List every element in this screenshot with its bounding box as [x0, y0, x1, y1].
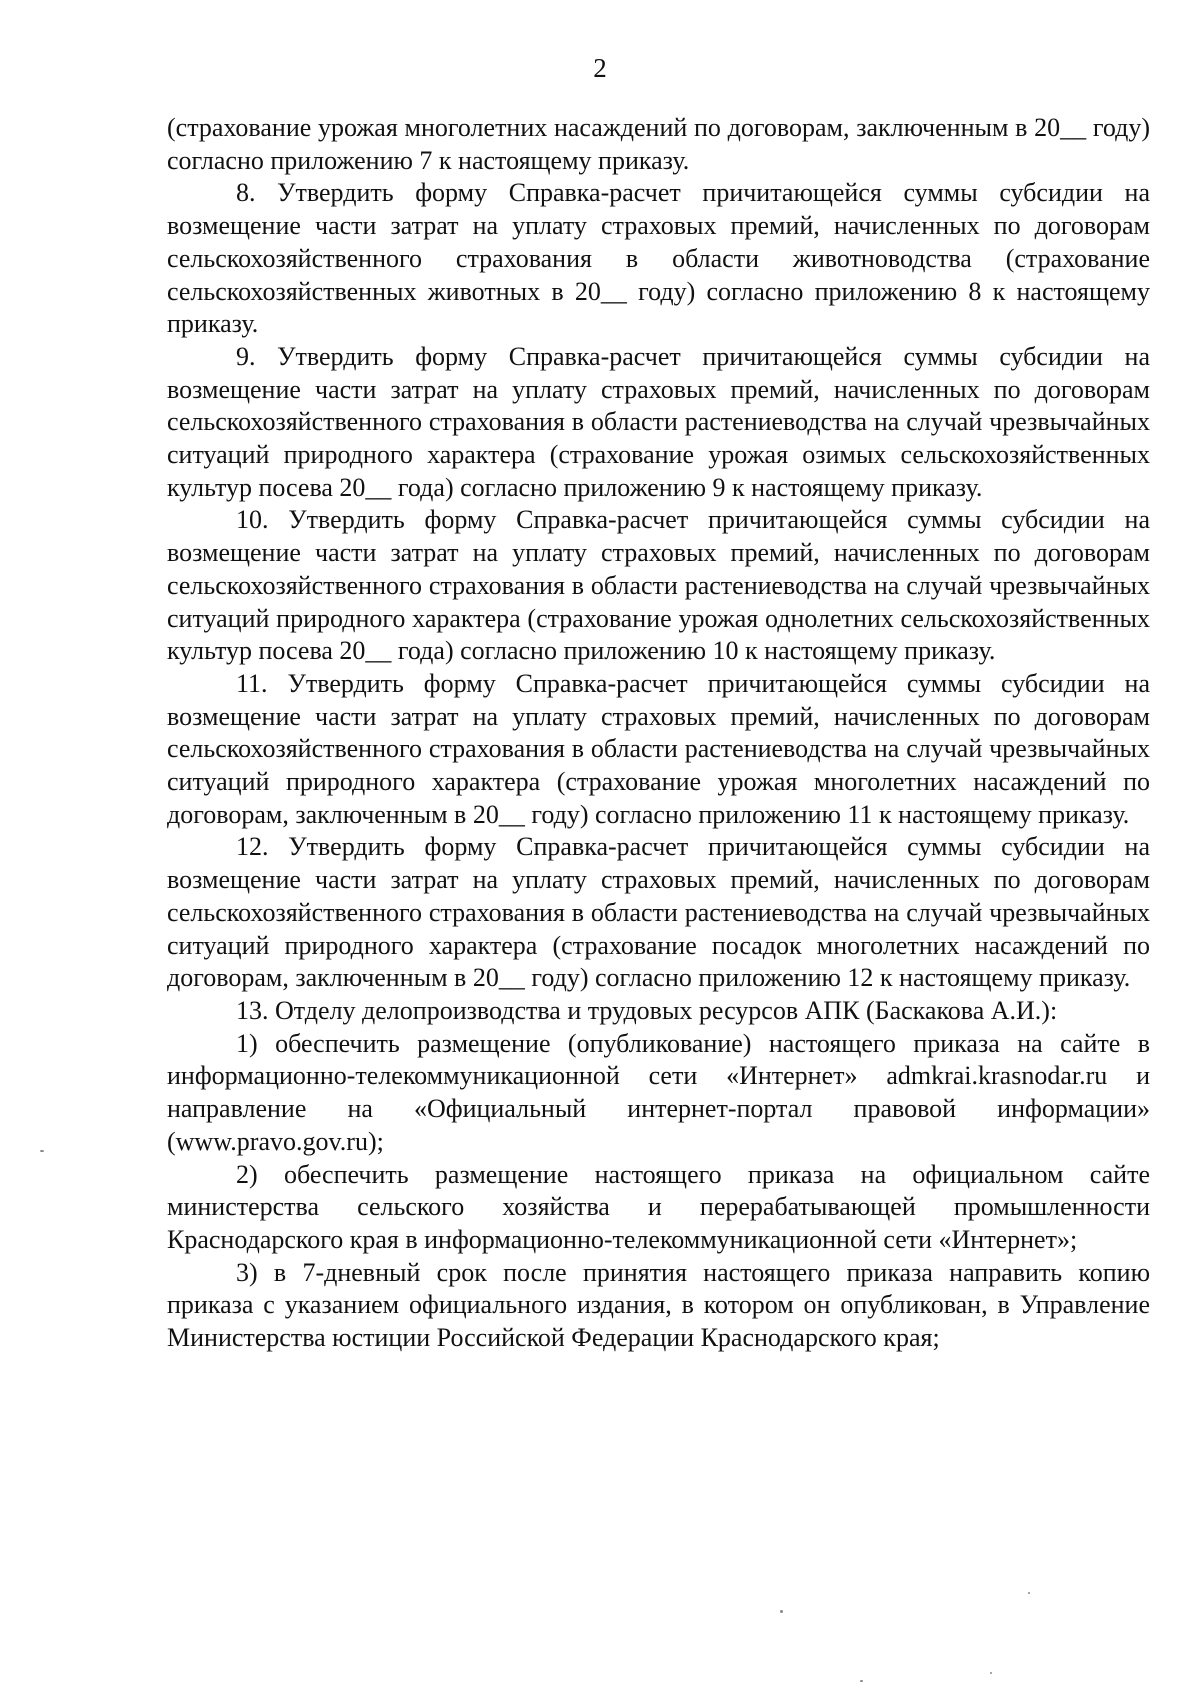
paragraph-item-13: 13. Отделу делопроизводства и трудовых ресурсов АПК (Баскакова А.И.):	[236, 995, 1058, 1025]
scan-speck	[990, 1672, 992, 1674]
paragraph-item-8: 8. Утвердить форму Справка-расчет причитающейся суммы субсидии на возмещение части затрат на уплату страховых премий, начисленных по договорам сельскохозяйственного страхования в области животноводства (страхование сельскохозяйственных животных в 20__ году) согласно приложению 8 к настоящему приказу.	[167, 178, 1150, 339]
paragraph-item-12: 12. Утвердить форму Справка-расчет причитающейся суммы субсидии на возмещение части затрат на уплату страховых премий, начисленных по договорам сельскохозяйственного страхования в области растениеводства на случай чрезвычайных ситуаций природного характера (страхование посадок многолетних насаждений по договорам, заключенным в 20__ году) согласно приложению 12 к настоящему приказу.	[167, 832, 1150, 993]
paragraph-item-9: 9. Утвердить форму Справка-расчет причитающейся суммы субсидии на возмещение части затрат на уплату страховых премий, начисленных по договорам сельскохозяйственного страхования в области растениеводства на случай чрезвычайных ситуаций природного характера (страхование урожая озимых сельскохозяйственных культур посева 20__ года) согласно приложению 9 к настоящему приказу.	[167, 341, 1150, 502]
scan-speck	[40, 1150, 44, 1152]
paragraph-continuation: (страхование урожая многолетних насаждений по договорам, заключенным в 20__ году) согласно приложению 7 к настоящему приказу.	[167, 113, 1150, 175]
document-body	[167, 112, 1150, 1355]
scan-speck	[860, 1680, 863, 1682]
subitem-2: 2) обеспечить размещение настоящего приказа на официальном сайте министерства сельского хозяйства и перерабатывающей промышленности Краснодарского края в информационно-телекоммуникационной сети «Интернет»;	[167, 1159, 1150, 1254]
subitem-1: 1) обеспечить размещение (опубликование) настоящего приказа на сайте в информационно-телекоммуникационной сети «Интернет» admkrai.krasnodar.ru и направление на «Официальный интернет-портал правовой информации» (www.pravo.gov.ru);	[167, 1028, 1150, 1156]
scan-speck	[780, 1610, 783, 1613]
paragraph-item-11: 11. Утвердить форму Справка-расчет причитающейся суммы субсидии на возмещение части затрат на уплату страховых премий, начисленных по договорам сельскохозяйственного страхования в области растениеводства на случай чрезвычайных ситуаций природного характера (страхование урожая многолетних насаждений по договорам, заключенным в 20__ году) согласно приложению 11 к настоящему приказу.	[167, 668, 1150, 829]
subitem-3: 3) в 7-дневный срок после принятия настоящего приказа направить копию приказа с указанием официального издания, в котором он опубликован, в Управление Министерства юстиции Российской Федерации Краснодарского края;	[167, 1257, 1150, 1353]
page-number: 2	[593, 53, 607, 83]
paragraph-item-10: 10. Утвердить форму Справка-расчет причитающейся суммы субсидии на возмещение части затрат на уплату страховых премий, начисленных по договорам сельскохозяйственного страхования в области растениеводства на случай чрезвычайных ситуаций природного характера (страхование урожая однолетних сельскохозяйственных культур посева 20__ года) согласно приложению 10 к настоящему приказу.	[167, 505, 1150, 666]
scan-speck	[1028, 1592, 1030, 1594]
